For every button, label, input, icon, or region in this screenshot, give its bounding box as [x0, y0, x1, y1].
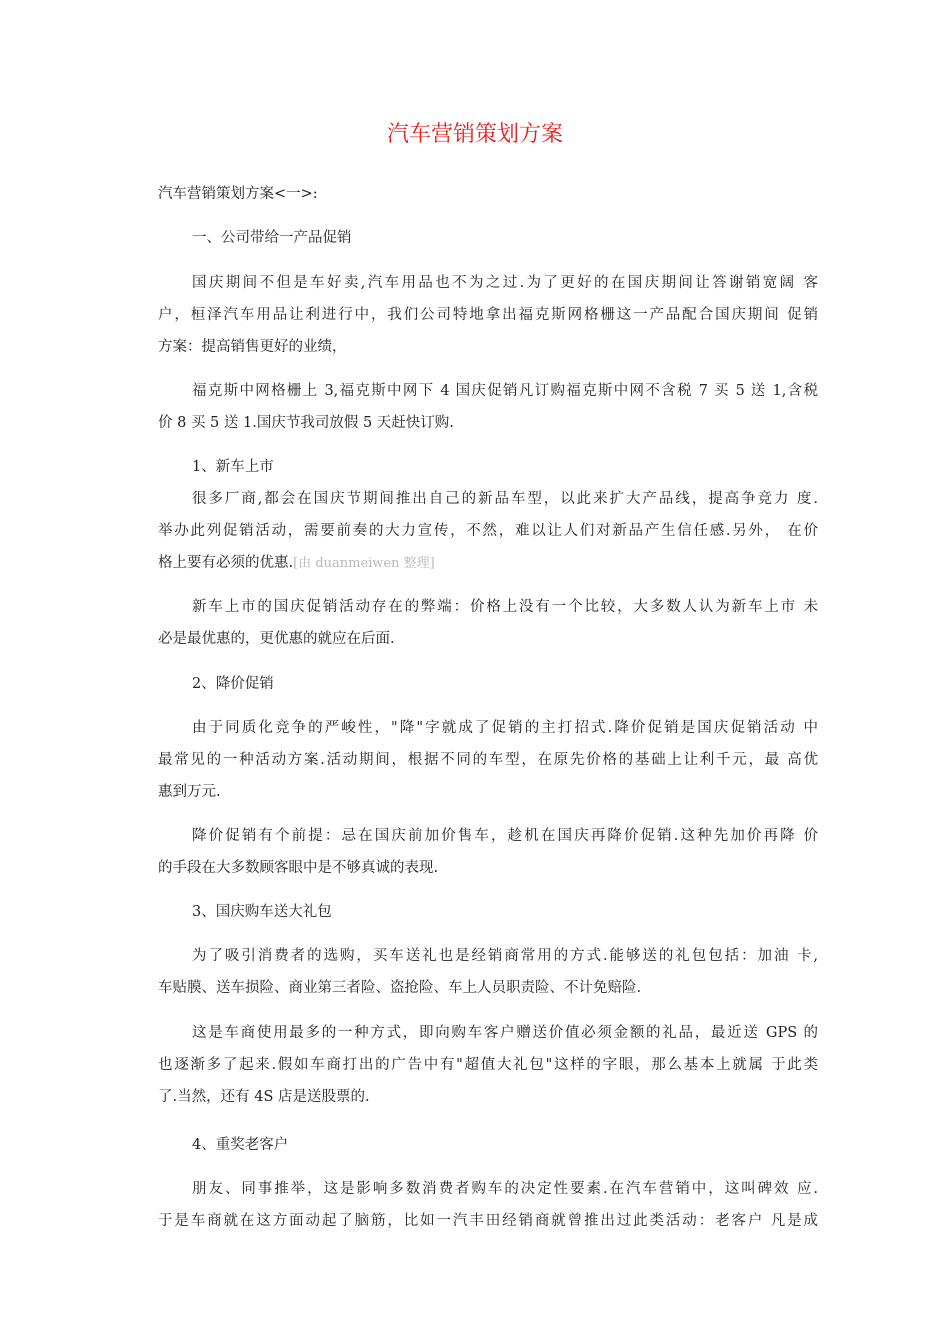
- paragraph-line: 很多厂商,都会在国庆节期间推出自己的新品车型，以此来扩大产品线，提高争竞力 度.: [192, 491, 818, 507]
- document-subtitle: 汽车营销策划方案<一>:: [158, 186, 318, 202]
- paragraph-line: 朋友、同事推举，这是影响多数消费者购车的决定性要素.在汽车营销中，这叫碑效 应.: [192, 1181, 818, 1197]
- paragraph-line: 也逐渐多了起来.假如车商打出的广告中有"超值大礼包"这样的字眼，那么基本上就属 于此类: [158, 1057, 818, 1073]
- paragraph-line: 举办此列促销活动，需要前奏的大力宣传，不然，难以让人们对新品产生信任感.另外， 在价: [158, 523, 818, 539]
- section-heading-intro: 一、公司带给一产品促销: [192, 230, 352, 246]
- paragraph-line: 必是最优惠的，更优惠的就应在后面.: [158, 631, 395, 647]
- paragraph-line: 的手段在大多数顾客眼中是不够真诚的表现.: [158, 860, 439, 876]
- paragraph-line: 于是车商就在这方面动起了脑筋，比如一汽丰田经销商就曾推出过此类活动：老客户 凡是成: [158, 1213, 818, 1229]
- paragraph-line: 由于同质化竞争的严峻性，"降"字就成了促销的主打招式.降价促销是国庆促销活动 中: [192, 720, 818, 736]
- section-heading-2: 2、降价促销: [192, 676, 274, 692]
- paragraph-line: 最常见的一种活动方案.活动期间，根据不同的车型，在原先价格的基础上让利千元，最 高优: [158, 752, 818, 768]
- watermark-note: [由 duanmeiwen 整理]: [293, 556, 435, 571]
- paragraph-line: 新车上市的国庆促销活动存在的弊端：价格上没有一个比较，大多数人认为新车上市 未: [192, 599, 818, 615]
- paragraph-line: 惠到万元.: [158, 784, 221, 800]
- paragraph-line: 车贴膜、送车损险、商业第三者险、盗抢险、车上人员职责险、不计免赔险.: [158, 980, 642, 996]
- paragraph-line: 价 8 买 5 送 1.国庆节我司放假 5 天赶快订购.: [158, 415, 454, 431]
- paragraph-line: 这是车商使用最多的一种方式，即向购车客户赠送价值必须金额的礼品，最近送 GPS 的: [192, 1025, 818, 1041]
- paragraph-line: [158, 553, 818, 574]
- paragraph-line: 国庆期间不但是车好卖,汽车用品也不为之过.为了更好的在国庆期间让答谢销宽阔 客: [192, 275, 818, 291]
- section-heading-4: 4、重奖老客户: [192, 1137, 289, 1153]
- document-title: 汽车营销策划方案: [386, 122, 563, 147]
- section-heading-1: 1、新车上市: [192, 459, 274, 475]
- paragraph-line: 降价促销有个前提：忌在国庆前加价售车，趁机在国庆再降价促销.这种先加价再降 价: [192, 828, 818, 844]
- paragraph-line: 方案：提高销售更好的业绩，: [158, 339, 347, 355]
- paragraph-line: 户，桓泽汽车用品让利进行中，我们公司特地拿出福克斯网格栅这一产品配合国庆期间 促销: [158, 307, 818, 323]
- paragraph-line-text: 格上要有必须的优惠.: [158, 555, 294, 571]
- paragraph-line: 了.当然，还有 4S 店是送股票的.: [158, 1089, 370, 1105]
- paragraph-line: 福克斯中网格栅上 3,福克斯中网下 4 国庆促销凡订购福克斯中网不含税 7 买 5 送 1,含税: [192, 383, 818, 399]
- paragraph-line: 为了吸引消费者的选购，买车送礼也是经销商常用的方式.能够送的礼包包括：加油 卡,: [192, 948, 818, 964]
- section-heading-3: 3、国庆购车送大礼包: [192, 904, 332, 920]
